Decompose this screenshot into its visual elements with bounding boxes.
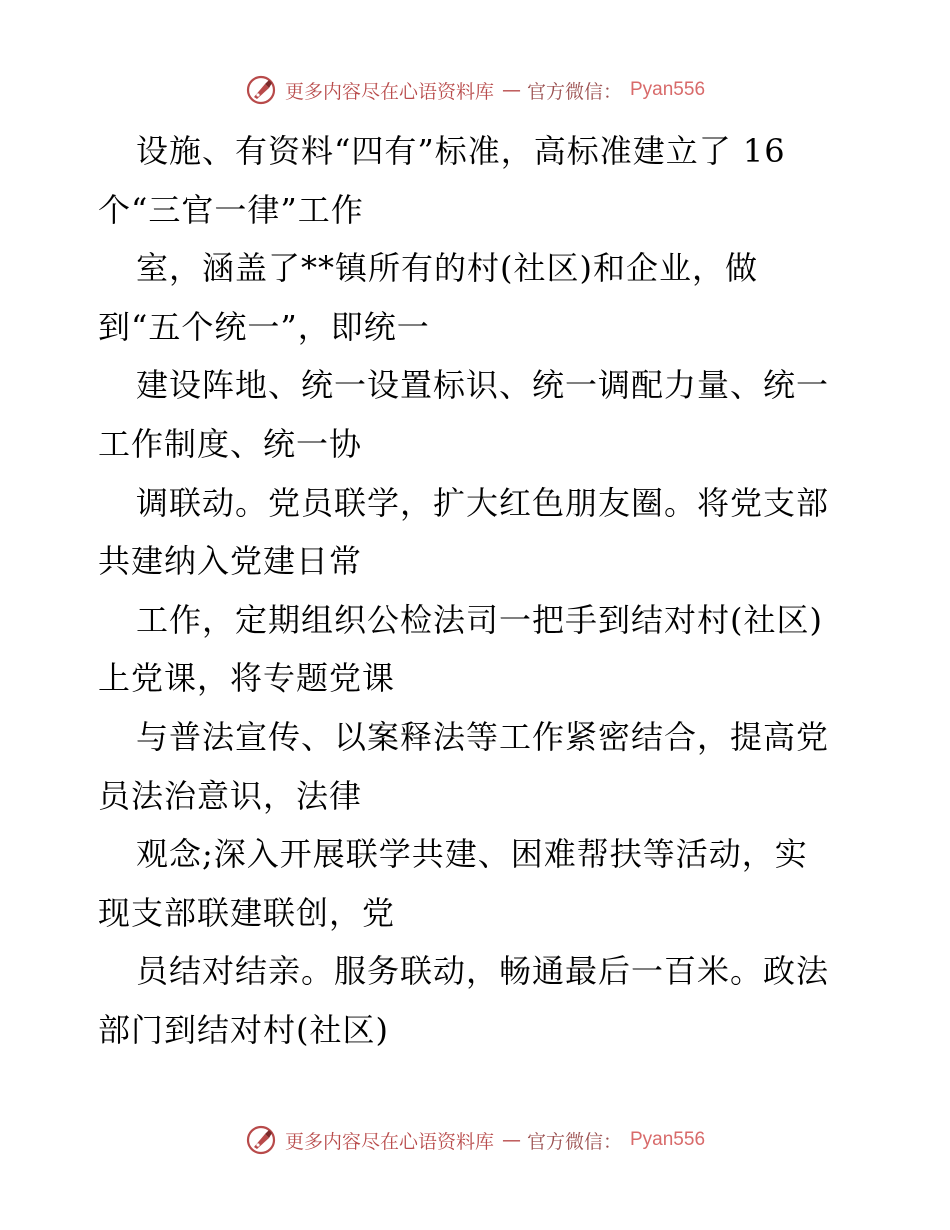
text-line: 部门到结对村(社区): [98, 1010, 389, 1049]
text-line: 到“五个统一”，即统一: [98, 307, 430, 346]
text-line: 上党课，将专题党课: [98, 659, 396, 698]
text-line: 共建纳入党建日常: [98, 542, 363, 581]
watermark-dash: —: [501, 1129, 519, 1151]
pen-nib-logo-icon: [245, 74, 277, 106]
text-line: 个“三官一律”工作: [98, 190, 364, 229]
watermark-dash: —: [501, 79, 519, 101]
watermark-main-text: 更多内容尽在心语资料库: [284, 1130, 494, 1153]
pen-nib-logo-icon: [245, 1124, 277, 1156]
text-line: 室，涵盖了**镇所有的村(社区)和企业，做: [136, 249, 758, 288]
watermark-wechat-id: Pyan556: [630, 79, 706, 100]
text-line: 员法治意识，法律: [98, 776, 363, 815]
watermark-main-text: 更多内容尽在心语资料库: [284, 80, 494, 103]
watermark-wechat-label: 官方微信：: [526, 80, 622, 103]
text-line: 工作，定期组织公检法司一把手到结对村(社区): [136, 600, 823, 639]
text-line: 观念;深入开展联学共建、困难帮扶等活动，实: [136, 835, 808, 874]
text-line: 设施、有资料“四有”标准，高标准建立了 16: [136, 132, 786, 170]
text-line: 建设阵地、统一设置标识、统一调配力量、统一: [136, 366, 830, 405]
text-line: 调联动。党员联学，扩大红色朋友圈。将党支部: [136, 483, 830, 522]
text-line: 员结对结亲。服务联动，畅通最后一百米。政法: [136, 952, 830, 991]
text-line: 工作制度、统一协: [98, 424, 363, 463]
header-watermark: [0, 70, 950, 110]
text-line: 与普法宣传、以案释法等工作紧密结合，提高党: [136, 717, 830, 756]
document-body: [98, 122, 858, 1060]
text-line: 现支部联建联创，党: [98, 893, 396, 932]
footer-watermark: [0, 1120, 950, 1160]
watermark-wechat-id: Pyan556: [630, 1129, 706, 1150]
watermark-wechat-label: 官方微信：: [526, 1130, 622, 1153]
